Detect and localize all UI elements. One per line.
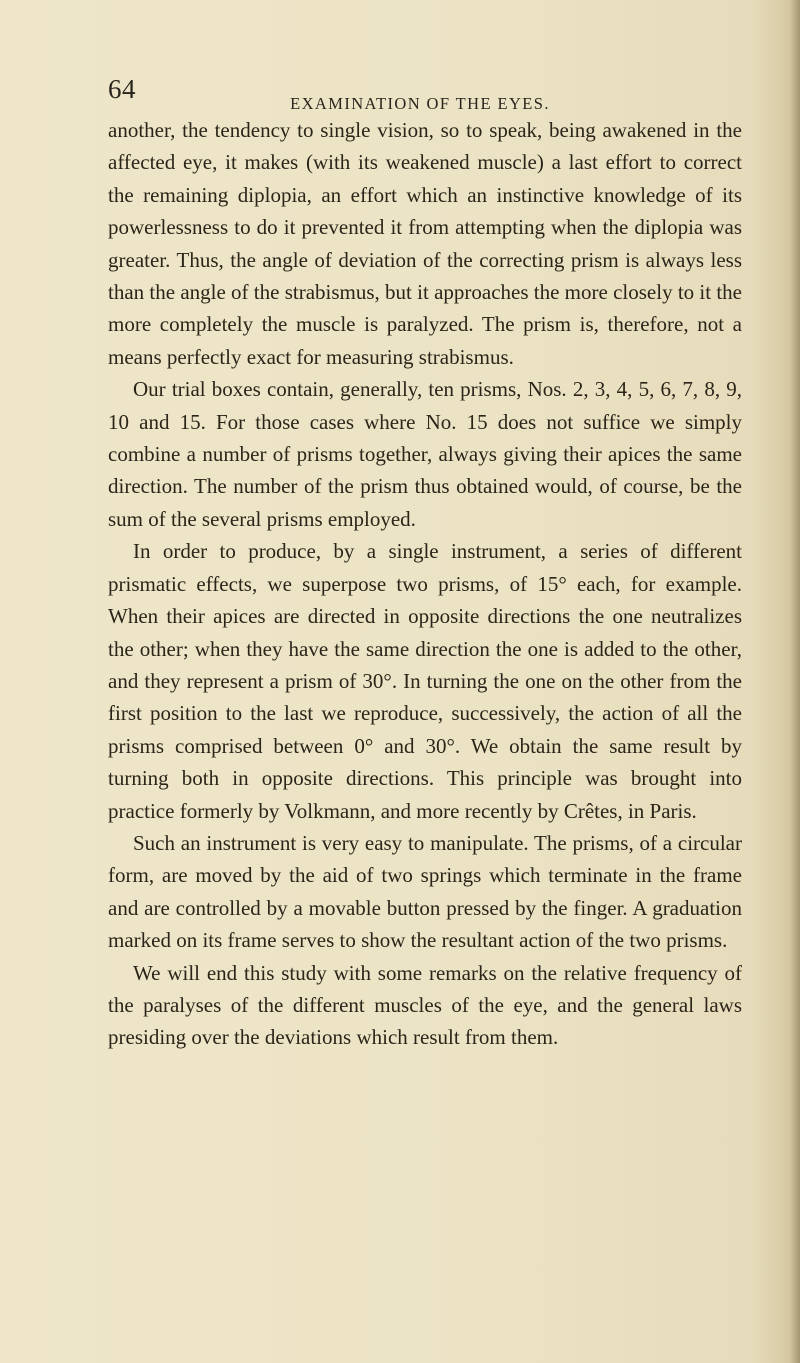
body-text [108, 114, 742, 1054]
running-head: EXAMINATION OF THE EYES. [290, 94, 550, 113]
paragraph-conclusion: We will end this study with some remarks on the relative frequency of the paralyses of the different muscles of the eye, and the general laws presiding over the deviations which result from them. [108, 960, 742, 1050]
paragraph-continuation: another, the tendency to single vision, so to speak, being awakened in the affected eye, it makes (with its weakened muscle) a last effort to correct the remaining diplopia, an effort which an instinctive knowledge of its powerlessness to do it prevented it from attempting when the diplopia was greater. Thus, the angle of deviation of the correcting prism is always less than the angle of the strabismus, but it approaches the more closely to it the more completely the muscle is paralyzed. The prism is, therefore, not a means perfectly exact for measuring strabismus. [108, 118, 742, 369]
paragraph-trial-boxes: Our trial boxes contain, generally, ten prisms, Nos. 2, 3, 4, 5, 6, 7, 8, 9, 10 and 15. For those cases where No. 15 does not suffice we simply combine a number of prisms together, always giving their apices the same direction. The number of the prism thus obtained would, of course, be the sum of the several prisms employed. [108, 377, 742, 531]
paragraph-instrument: Such an instrument is very easy to manipulate. The prisms, of a circular form, are moved by the aid of two springs which terminate in the frame and are controlled by a movable button pressed by the finger. A graduation marked on its frame serves to show the resultant action of the two prisms. [108, 830, 742, 953]
paragraph-superposed-prisms: In order to produce, by a single instrument, a series of different prismatic effects, we superpose two prisms, of 15° each, for example. When their apices are directed in opposite directions the one neutralizes the other; when they have the same direction the one is added to the other, and they represent a prism of 30°. In turning the one on the other from the first position to the last we reproduce, successively, the action of all the prisms comprised between 0° and 30°. We obtain the same result by turning both in opposite directions. This principle was brought into practice formerly by Volkmann, and more recently by Crêtes, in Paris. [108, 539, 742, 823]
page-number: 64 [108, 74, 136, 104]
page-edge-shadow [790, 0, 800, 1363]
